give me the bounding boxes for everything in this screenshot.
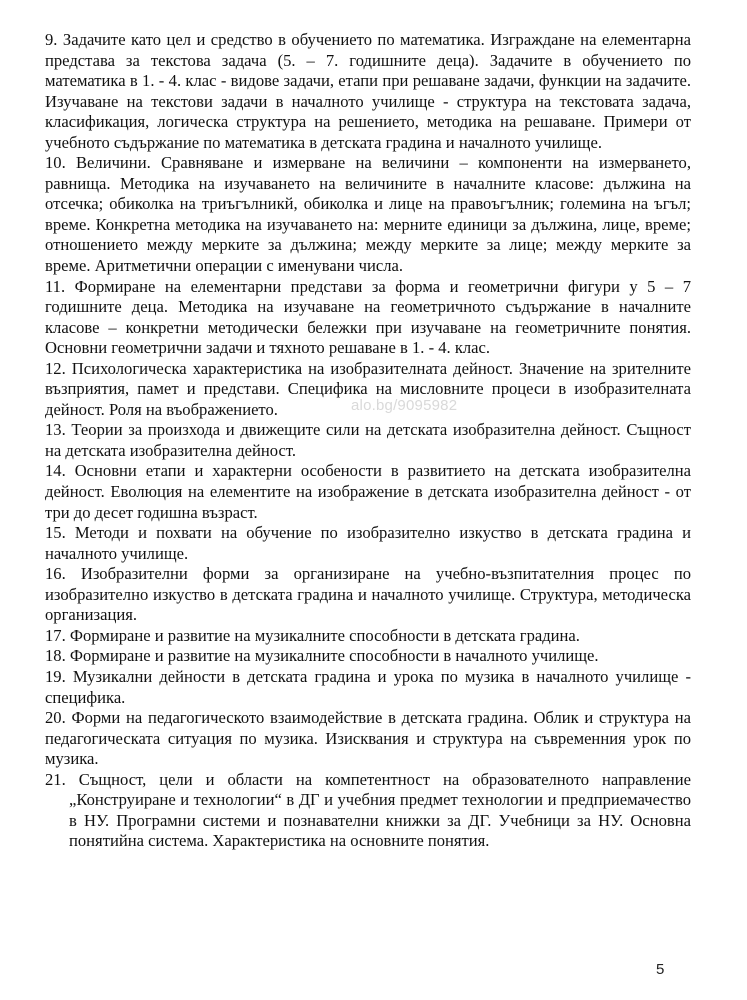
topic-item-9: 9. Задачите като цел и средство в обучението по математика. Изграждане на елементарна представа за текстова задача (5. – 7. годишните деца). Задачите в обучението по математика в 1. - 4. клас - видове задачи, етапи при решаване задачи, функции на задачите. Изучаване на текстови задачи в началното училище - структура на текстовата задача, класификация, логическа структура на решението, методика на решаване. Примери от учебното съдържание по математика в детската градина и началното училище. (45, 30, 691, 152)
topic-item-12: 12. Психологическа характеристика на изобразителната дейност. Значение на зрителните възприятия, памет и представи. Специфика на мисловните процеси в изобразителната дейност. Роля на въображението. (45, 358, 691, 419)
watermark: alo.bg/9095982 (351, 397, 458, 414)
topic-item-10: 10. Величини. Сравняване и измерване на величини – компоненти на измерването, равнища. Методика на изучаването на величините в началните класове: дължина на отсечка; обиколка на триъгълникй, обиколка и лице на правоъгълник; големина на ъгъл; време. Конкретна методика на изучаването на: мерните единици за дължина, лице, време; отношението между мерките за дължина; между мерките за лице; между мерките за време. Аритметични операции с именувани числа. (45, 153, 691, 276)
topic-item-21: 21. Същност, цели и области на компетентност на образователното направление „Конструиране и технологии“ в ДГ и учебния предмет технологии и предприемачество в НУ. Програмни системи и познавателни книжки за ДГ. Учебници за НУ. Основна понятийна система. Характеристика на основните понятия. (45, 769, 691, 851)
topic-item-14: 14. Основни етапи и характерни особености в развитието на детската изобразителна дейност. Еволюция на елементите на изображение в детската изобразителна дейност - от три до десет годишна възраст. (45, 461, 691, 522)
topic-item-13: 13. Теории за произхода и движещите сили на детската изобразителна дейност. Същност на детската изобразителна дейност. (45, 420, 691, 460)
topic-item-16: 16. Изобразителни форми за организиране на учебно-възпитателния процес по изобразително изкуство в детската градина и началното училище. Структура, методическа организация. (45, 564, 691, 625)
page-number: 5 (656, 961, 665, 978)
topic-item-20: 20. Форми на педагогическото взаимодействие в детската градина. Облик и структура на педагогическата ситуация по музика. Изисквания и структура на съвременния урок по музика. (45, 708, 691, 769)
exam-topics-list (45, 30, 691, 852)
topic-item-19: 19. Музикални дейности в детската градина и урока по музика в началното училище - специфика. (45, 666, 691, 707)
topic-item-17: 17. Формиране и развитие на музикалните способности в детската градина. (45, 625, 580, 645)
topic-item-15: 15. Методи и похвати на обучение по изобразително изкуство в детската градина и началното училище. (45, 523, 691, 563)
topic-item-18: 18. Формиране и развитие на музикалните способности в началното училище. (45, 646, 599, 666)
topic-item-11: 11. Формиране на елементарни представи за форма и геометрични фигури у 5 – 7 годишните деца. Методика на изучаване на геометричното съдържание в началните класове – конкретни методически бележки при изучаване на геометричните понятия. Основни геометрични задачи и тяхното решаване в 1. - 4. клас. (45, 276, 691, 358)
